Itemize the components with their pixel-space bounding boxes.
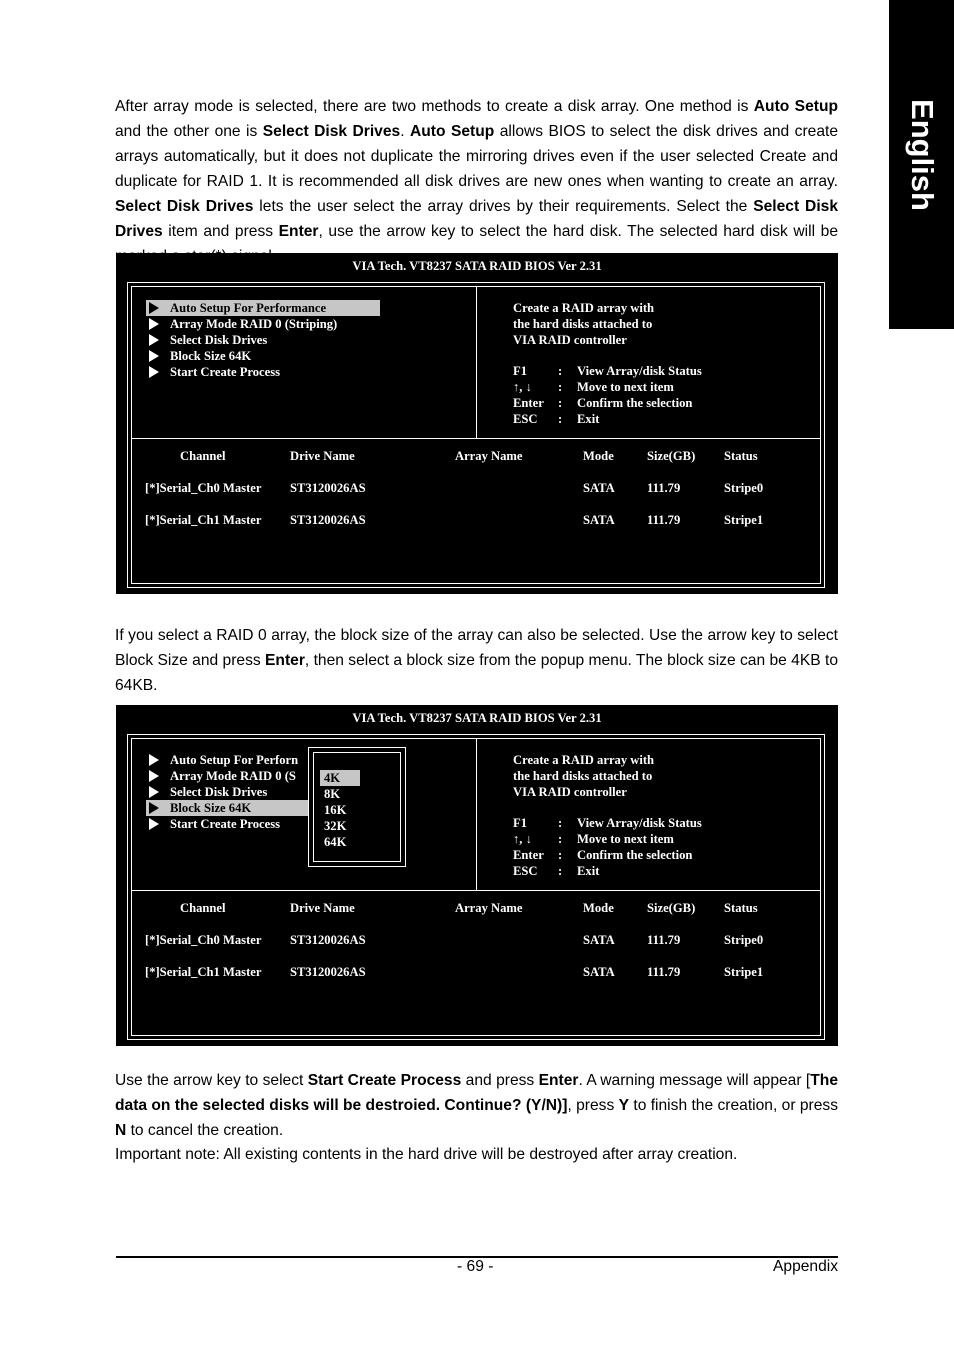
language-tab bbox=[889, 0, 954, 329]
text: and press bbox=[461, 1072, 539, 1089]
key-desc: View Array/disk Status bbox=[577, 816, 702, 830]
vertical-divider bbox=[476, 286, 477, 439]
popup-option-4k[interactable]: 4K bbox=[320, 770, 360, 786]
menu-item-array-mode[interactable] bbox=[146, 768, 309, 784]
header-mode: Mode bbox=[583, 449, 614, 463]
help-panel bbox=[513, 752, 654, 800]
header-channel: Channel bbox=[180, 449, 226, 463]
arrow-right-icon bbox=[149, 786, 159, 798]
bold-text: Y bbox=[618, 1097, 630, 1114]
key-name: F1 bbox=[513, 816, 527, 830]
row-drive-name: ST3120026AS bbox=[290, 933, 366, 947]
key-desc: Move to next item bbox=[577, 832, 674, 846]
arrow-right-icon bbox=[149, 318, 159, 330]
row-mode: SATA bbox=[583, 965, 615, 979]
menu-item-auto-setup[interactable] bbox=[146, 752, 309, 768]
text: allows BIOS to select the disk drives and create arrays automatically, but it does not duplicate the mirroring drives even if the user selected Create and duplicate for RAID 1. It is recommended all disk drives are new ones when wanting to create an array. bbox=[115, 123, 838, 190]
key-name: F1 bbox=[513, 364, 527, 378]
row-channel[interactable]: [*]Serial_Ch1 Master bbox=[145, 965, 262, 979]
key-name: ↑, ↓ bbox=[513, 832, 532, 846]
arrow-right-icon bbox=[149, 818, 159, 830]
text: item and press bbox=[162, 223, 279, 240]
menu-item-label: Block Size 64K bbox=[170, 349, 252, 363]
bold-text: The data on the selected disks will be destroied. Continue? (Y/N)] bbox=[115, 1072, 838, 1114]
menu-item-label: Auto Setup For Performance bbox=[170, 301, 327, 315]
menu-item-label: Select Disk Drives bbox=[170, 333, 268, 347]
text: If you select a RAID 0 array, the block size of the array can also be selected. Use the arrow key to select Block Size and press bbox=[115, 627, 838, 669]
arrow-right-icon bbox=[149, 334, 159, 346]
text: . bbox=[400, 123, 410, 140]
menu-item-label: Array Mode RAID 0 (Striping) bbox=[170, 317, 338, 331]
vertical-divider bbox=[476, 738, 477, 891]
bold-text: Select Disk Drives bbox=[115, 198, 254, 215]
bios-title: VIA Tech. VT8237 SATA RAID BIOS Ver 2.31 bbox=[352, 711, 602, 725]
bios-screen-block-size bbox=[116, 705, 838, 1046]
key-name: ESC bbox=[513, 864, 538, 878]
bold-text: Select Disk Drives bbox=[115, 198, 838, 240]
text: lets the user select the array drives by their requirements. Select the bbox=[253, 198, 754, 215]
arrow-right-icon bbox=[149, 366, 159, 378]
help-line: VIA RAID controller bbox=[513, 785, 627, 799]
row-drive-name: ST3120026AS bbox=[290, 481, 366, 495]
help-line: VIA RAID controller bbox=[513, 333, 627, 347]
row-size: 111.79 bbox=[647, 933, 681, 947]
arrow-right-icon bbox=[149, 802, 159, 814]
arrow-right-icon bbox=[149, 350, 159, 362]
key-colon: : bbox=[558, 864, 563, 878]
row-mode: SATA bbox=[583, 513, 615, 527]
help-line: Create a RAID array with bbox=[513, 753, 655, 767]
text: . A warning message will appear [ bbox=[578, 1072, 811, 1089]
language-tab-label: English bbox=[904, 99, 940, 211]
key-colon: : bbox=[558, 832, 563, 846]
horizontal-divider bbox=[131, 438, 821, 439]
menu-item-label: Start Create Process bbox=[170, 365, 281, 379]
header-drive-name: Drive Name bbox=[290, 901, 355, 915]
menu-item-label: Block Size 64K bbox=[170, 801, 252, 815]
create-process-paragraph bbox=[115, 1068, 838, 1143]
bios-title: VIA Tech. VT8237 SATA RAID BIOS Ver 2.31 bbox=[352, 259, 602, 273]
block-size-popup bbox=[308, 747, 406, 867]
row-size: 111.79 bbox=[647, 965, 681, 979]
section-name: Appendix bbox=[773, 1258, 839, 1275]
key-desc: Move to next item bbox=[577, 380, 674, 394]
bold-text: Auto Setup bbox=[410, 123, 495, 140]
text: Use the arrow key to select bbox=[115, 1072, 308, 1089]
row-size: 111.79 bbox=[647, 481, 681, 495]
text: After array mode is selected, there are two methods to create a disk array. One method is bbox=[115, 98, 754, 115]
menu-item-block-size[interactable] bbox=[146, 348, 380, 364]
menu-item-start-create[interactable] bbox=[146, 364, 380, 380]
key-name: ↑, ↓ bbox=[513, 380, 532, 394]
arrow-right-icon bbox=[149, 302, 159, 314]
bold-text: Select Disk Drives bbox=[262, 123, 401, 140]
bios-menu bbox=[146, 300, 380, 380]
key-colon: : bbox=[558, 380, 563, 394]
arrow-right-icon bbox=[149, 754, 159, 766]
row-drive-name: ST3120026AS bbox=[290, 513, 366, 527]
bold-text: Start Create Process bbox=[307, 1072, 462, 1089]
header-size: Size(GB) bbox=[647, 449, 696, 463]
menu-item-start-create[interactable] bbox=[146, 816, 309, 832]
header-status: Status bbox=[724, 901, 758, 915]
text: and the other one is bbox=[115, 123, 263, 140]
row-channel[interactable]: [*]Serial_Ch0 Master bbox=[145, 933, 262, 947]
menu-item-label: Select Disk Drives bbox=[170, 785, 268, 799]
menu-item-label: Array Mode RAID 0 (S bbox=[170, 769, 296, 783]
key-desc: View Array/disk Status bbox=[577, 364, 702, 378]
popup-option-64k[interactable]: 64K bbox=[324, 835, 347, 849]
page-number: - 69 - bbox=[457, 1258, 494, 1275]
key-desc: Exit bbox=[577, 412, 600, 426]
menu-item-block-size[interactable] bbox=[146, 800, 309, 816]
row-status: Stripe1 bbox=[724, 965, 764, 979]
popup-option-8k[interactable]: 8K bbox=[324, 787, 341, 801]
bios-screen-disk-select bbox=[116, 253, 838, 594]
key-name: ESC bbox=[513, 412, 538, 426]
row-status: Stripe0 bbox=[724, 481, 764, 495]
row-channel[interactable]: [*]Serial_Ch1 Master bbox=[145, 513, 262, 527]
key-desc: Exit bbox=[577, 864, 600, 878]
bold-text: Auto Setup bbox=[753, 98, 838, 115]
header-array-name: Array Name bbox=[455, 449, 523, 463]
menu-item-label: Start Create Process bbox=[170, 817, 281, 831]
header-array-name: Array Name bbox=[455, 901, 523, 915]
arrow-right-icon bbox=[149, 770, 159, 782]
bold-text: Enter bbox=[538, 1072, 579, 1089]
row-mode: SATA bbox=[583, 933, 615, 947]
key-colon: : bbox=[558, 396, 563, 410]
important-note: Important note: All existing contents in the hard drive will be destroyed after array creation. bbox=[115, 1146, 738, 1163]
popup-option-16k[interactable]: 16K bbox=[324, 803, 347, 817]
help-line: the hard disks attached to bbox=[513, 769, 653, 783]
text: , then select a block size from the popup menu. The block size can be 4KB to 64KB. bbox=[115, 652, 838, 694]
text: , press bbox=[567, 1097, 619, 1114]
header-drive-name: Drive Name bbox=[290, 449, 355, 463]
key-colon: : bbox=[558, 816, 563, 830]
horizontal-divider bbox=[131, 890, 821, 891]
row-status: Stripe0 bbox=[724, 933, 764, 947]
popup-option-32k[interactable]: 32K bbox=[324, 819, 347, 833]
key-colon: : bbox=[558, 412, 563, 426]
text: to cancel the creation. bbox=[126, 1122, 284, 1139]
header-channel: Channel bbox=[180, 901, 226, 915]
header-mode: Mode bbox=[583, 901, 614, 915]
row-status: Stripe1 bbox=[724, 513, 764, 527]
block-size-paragraph bbox=[115, 623, 838, 698]
intro-paragraph bbox=[115, 94, 838, 269]
key-name: Enter bbox=[513, 848, 544, 862]
menu-item-array-mode[interactable] bbox=[146, 316, 380, 332]
help-line: the hard disks attached to bbox=[513, 317, 653, 331]
row-size: 111.79 bbox=[647, 513, 681, 527]
row-channel[interactable]: [*]Serial_Ch0 Master bbox=[145, 481, 262, 495]
bold-text: Enter bbox=[265, 652, 305, 669]
row-drive-name: ST3120026AS bbox=[290, 965, 366, 979]
text: , use the arrow key to select the hard disk. The selected hard disk will be bbox=[318, 223, 838, 240]
key-desc: Confirm the selection bbox=[577, 396, 693, 410]
key-colon: : bbox=[558, 848, 563, 862]
menu-item-label: Auto Setup For Perforn bbox=[170, 753, 299, 767]
header-status: Status bbox=[724, 449, 758, 463]
bold-text: Enter bbox=[278, 223, 319, 240]
menu-item-select-disk-drives[interactable] bbox=[146, 784, 309, 800]
bold-text: N bbox=[115, 1122, 127, 1139]
key-name: Enter bbox=[513, 396, 544, 410]
menu-item-select-disk-drives[interactable] bbox=[146, 332, 380, 348]
help-line: Create a RAID array with bbox=[513, 301, 655, 315]
key-desc: Confirm the selection bbox=[577, 848, 693, 862]
menu-item-auto-setup[interactable] bbox=[146, 300, 380, 316]
row-mode: SATA bbox=[583, 481, 615, 495]
text: to finish the creation, or press bbox=[629, 1097, 838, 1114]
header-size: Size(GB) bbox=[647, 901, 696, 915]
help-panel bbox=[513, 300, 654, 348]
key-colon: : bbox=[558, 364, 563, 378]
